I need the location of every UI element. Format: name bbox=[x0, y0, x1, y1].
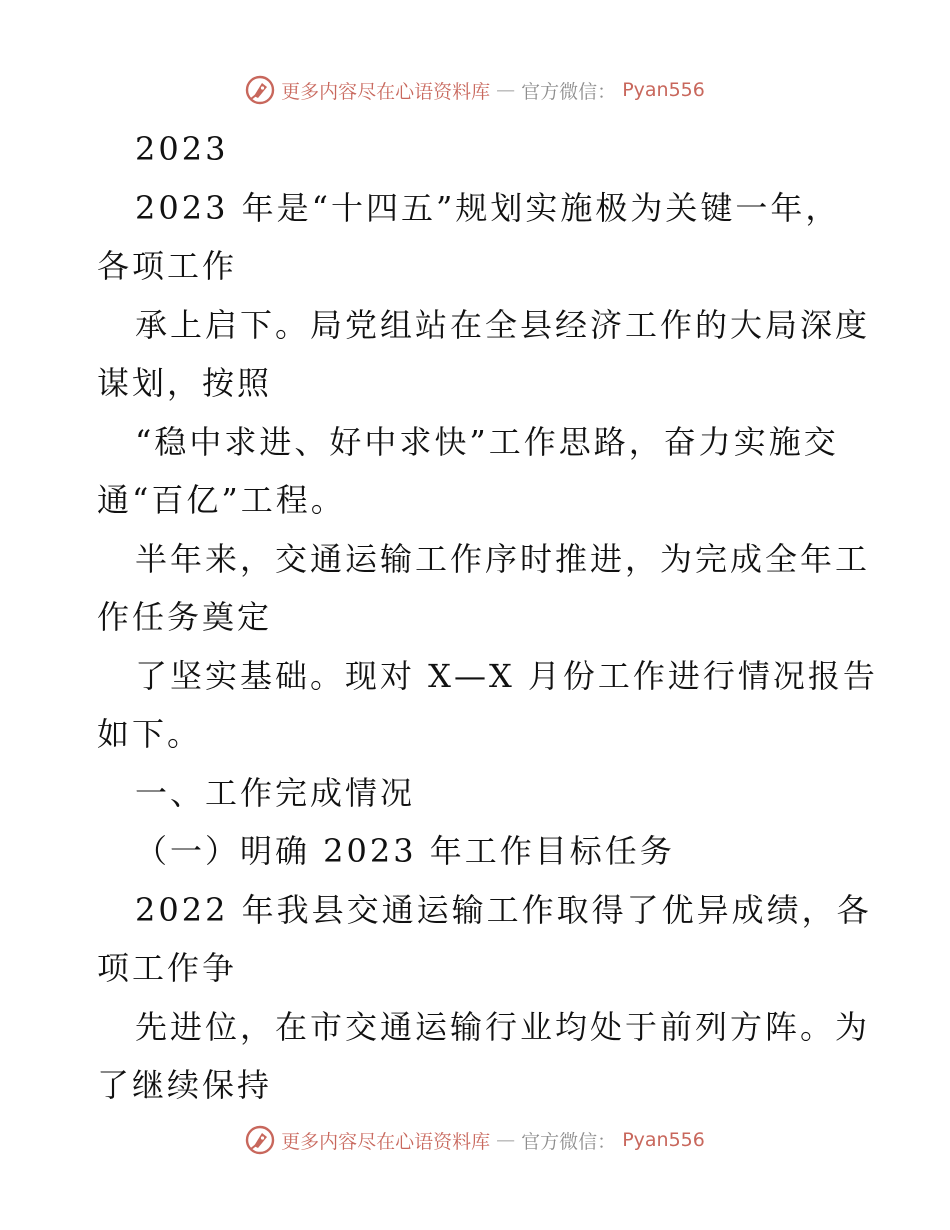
paragraph-line: 项工作争 bbox=[97, 949, 238, 987]
watermark-site-text: 更多内容尽在心语资料库 bbox=[281, 1130, 491, 1153]
paragraph-line: 2023 bbox=[135, 130, 229, 168]
header-watermark bbox=[0, 70, 950, 110]
watermark-separator: — bbox=[496, 1129, 516, 1151]
paragraph-line: 先进位，在市交通运输行业均处于前列方阵。为 bbox=[135, 1007, 871, 1046]
paragraph-line: 2022 年我县交通运输工作取得了优异成绩，各 bbox=[135, 890, 872, 929]
footer-watermark bbox=[0, 1120, 950, 1160]
subsection-heading: （一）明确 2023 年工作目标任务 bbox=[135, 832, 675, 870]
watermark-wechat-id: Pyan556 bbox=[622, 1129, 705, 1151]
section-heading: 一、工作完成情况 bbox=[135, 773, 416, 812]
pen-nib-logo-icon bbox=[245, 1125, 275, 1155]
watermark-wechat-label: 官方微信： bbox=[521, 80, 617, 103]
watermark-site-text: 更多内容尽在心语资料库 bbox=[281, 80, 491, 103]
watermark-wechat-label: 官方微信： bbox=[521, 1130, 617, 1153]
paragraph-line: 谋划，按照 bbox=[97, 364, 273, 402]
watermark-separator: — bbox=[496, 79, 516, 101]
paragraph-line: 各项工作 bbox=[97, 247, 238, 285]
document-body bbox=[97, 120, 878, 1115]
paragraph-line: 通“百亿”工程。 bbox=[97, 481, 346, 519]
paragraph-line: 2023 年是“十四五”规划实施极为关键一年， bbox=[135, 188, 841, 227]
watermark-wechat-id: Pyan556 bbox=[622, 79, 705, 101]
paragraph-line: 如下。 bbox=[97, 715, 203, 753]
paragraph-line: 了坚实基础。现对 X—X 月份工作进行情况报告 bbox=[135, 656, 878, 695]
paragraph-line: 作任务奠定 bbox=[97, 598, 273, 636]
paragraph-line: 承上启下。局党组站在全县经济工作的大局深度 bbox=[135, 305, 871, 344]
pen-nib-logo-icon bbox=[245, 75, 275, 105]
paragraph-line: “稳中求进、好中求快”工作思路，奋力实施交 bbox=[135, 422, 839, 461]
paragraph-line: 半年来，交通运输工作序时推进，为完成全年工 bbox=[135, 539, 871, 578]
paragraph-line: 了继续保持 bbox=[97, 1066, 273, 1104]
